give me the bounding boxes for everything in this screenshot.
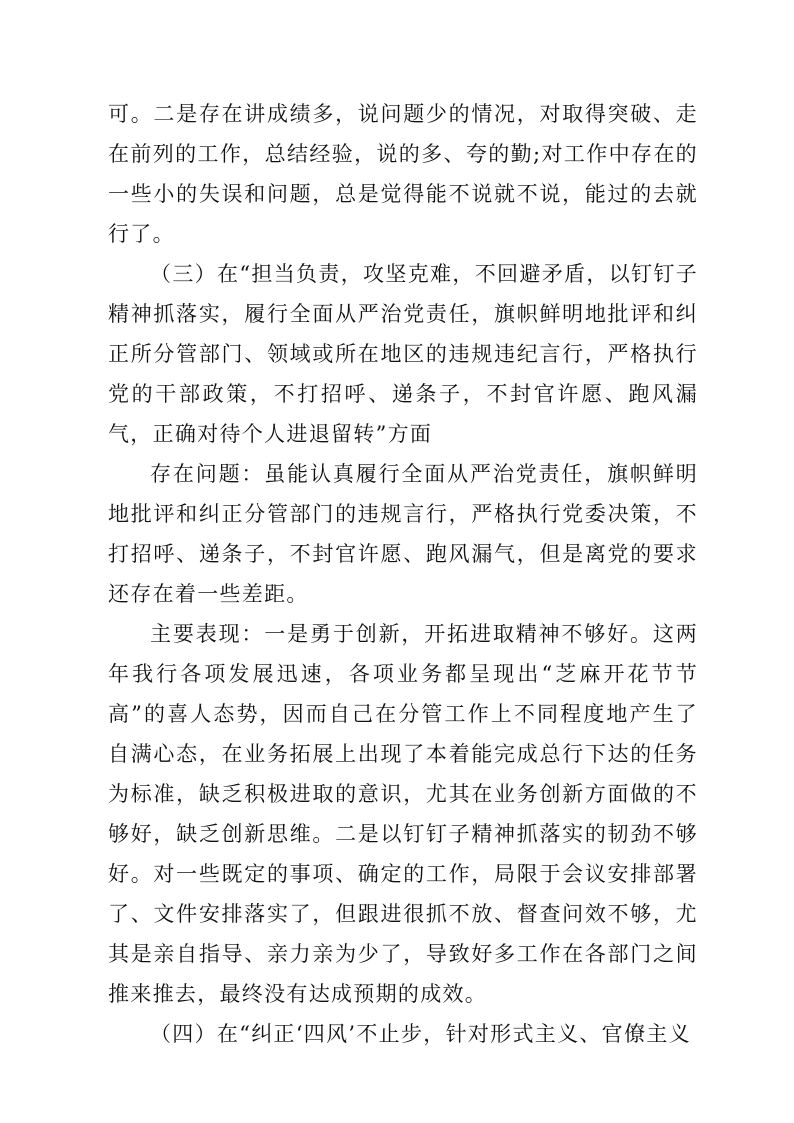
paragraph-existing-problems: 存在问题：虽能认真履行全面从严治党责任，旗帜鲜明地批评和纠正分管部门的违规言行，严格执行党委决策，不打招呼、递条子，不封官许愿、跑风漏气，但是离党的要求还存在着一些差距。 (108, 462, 698, 606)
section-heading-3: （三）在“担当负责，攻坚克难，不回避矛盾，以钉钉子精神抓落实，履行全面从严治党责任，旗帜鲜明地批评和纠正所分管部门、领域或所在地区的违规违纪言行，严格执行党的干部政策，不打招呼、递条子，不封官许愿、跑风漏气，正确对待个人进退留转”方面 (108, 262, 698, 446)
section-heading-4: （四）在“纠正‘四风’不止步，针对形式主义、官僚主义 (150, 1022, 691, 1046)
paragraph-main-manifestations: 主要表现：一是勇于创新，开拓进取精神不够好。这两年我行各项发展迅速，各项业务都呈现出“芝麻开花节节高”的喜人态势，因而自己在分管工作上不同程度地产生了自满心态，在业务拓展上出现了本着能完成总行下达的任务为标准，缺乏积极进取的意识，尤其在业务创新方面做的不够好，缺乏创新思维。二是以钉钉子精神抓落实的韧劲不够好。对一些既定的事项、确定的工作，局限于会议安排部署了、文件安排落实了，但跟进很抓不放、督查问效不够，尤其是亲自指导、亲力亲为少了，导致好多工作在各部门之间推来推去，最终没有达成预期的成效。 (108, 622, 698, 1006)
document-body (108, 94, 698, 1054)
paragraph-continuation: 可。二是存在讲成绩多，说问题少的情况，对取得突破、走在前列的工作，总结经验，说的多、夸的勤;对工作中存在的一些小的失误和问题，总是觉得能不说就不说，能过的去就行了。 (108, 102, 698, 246)
